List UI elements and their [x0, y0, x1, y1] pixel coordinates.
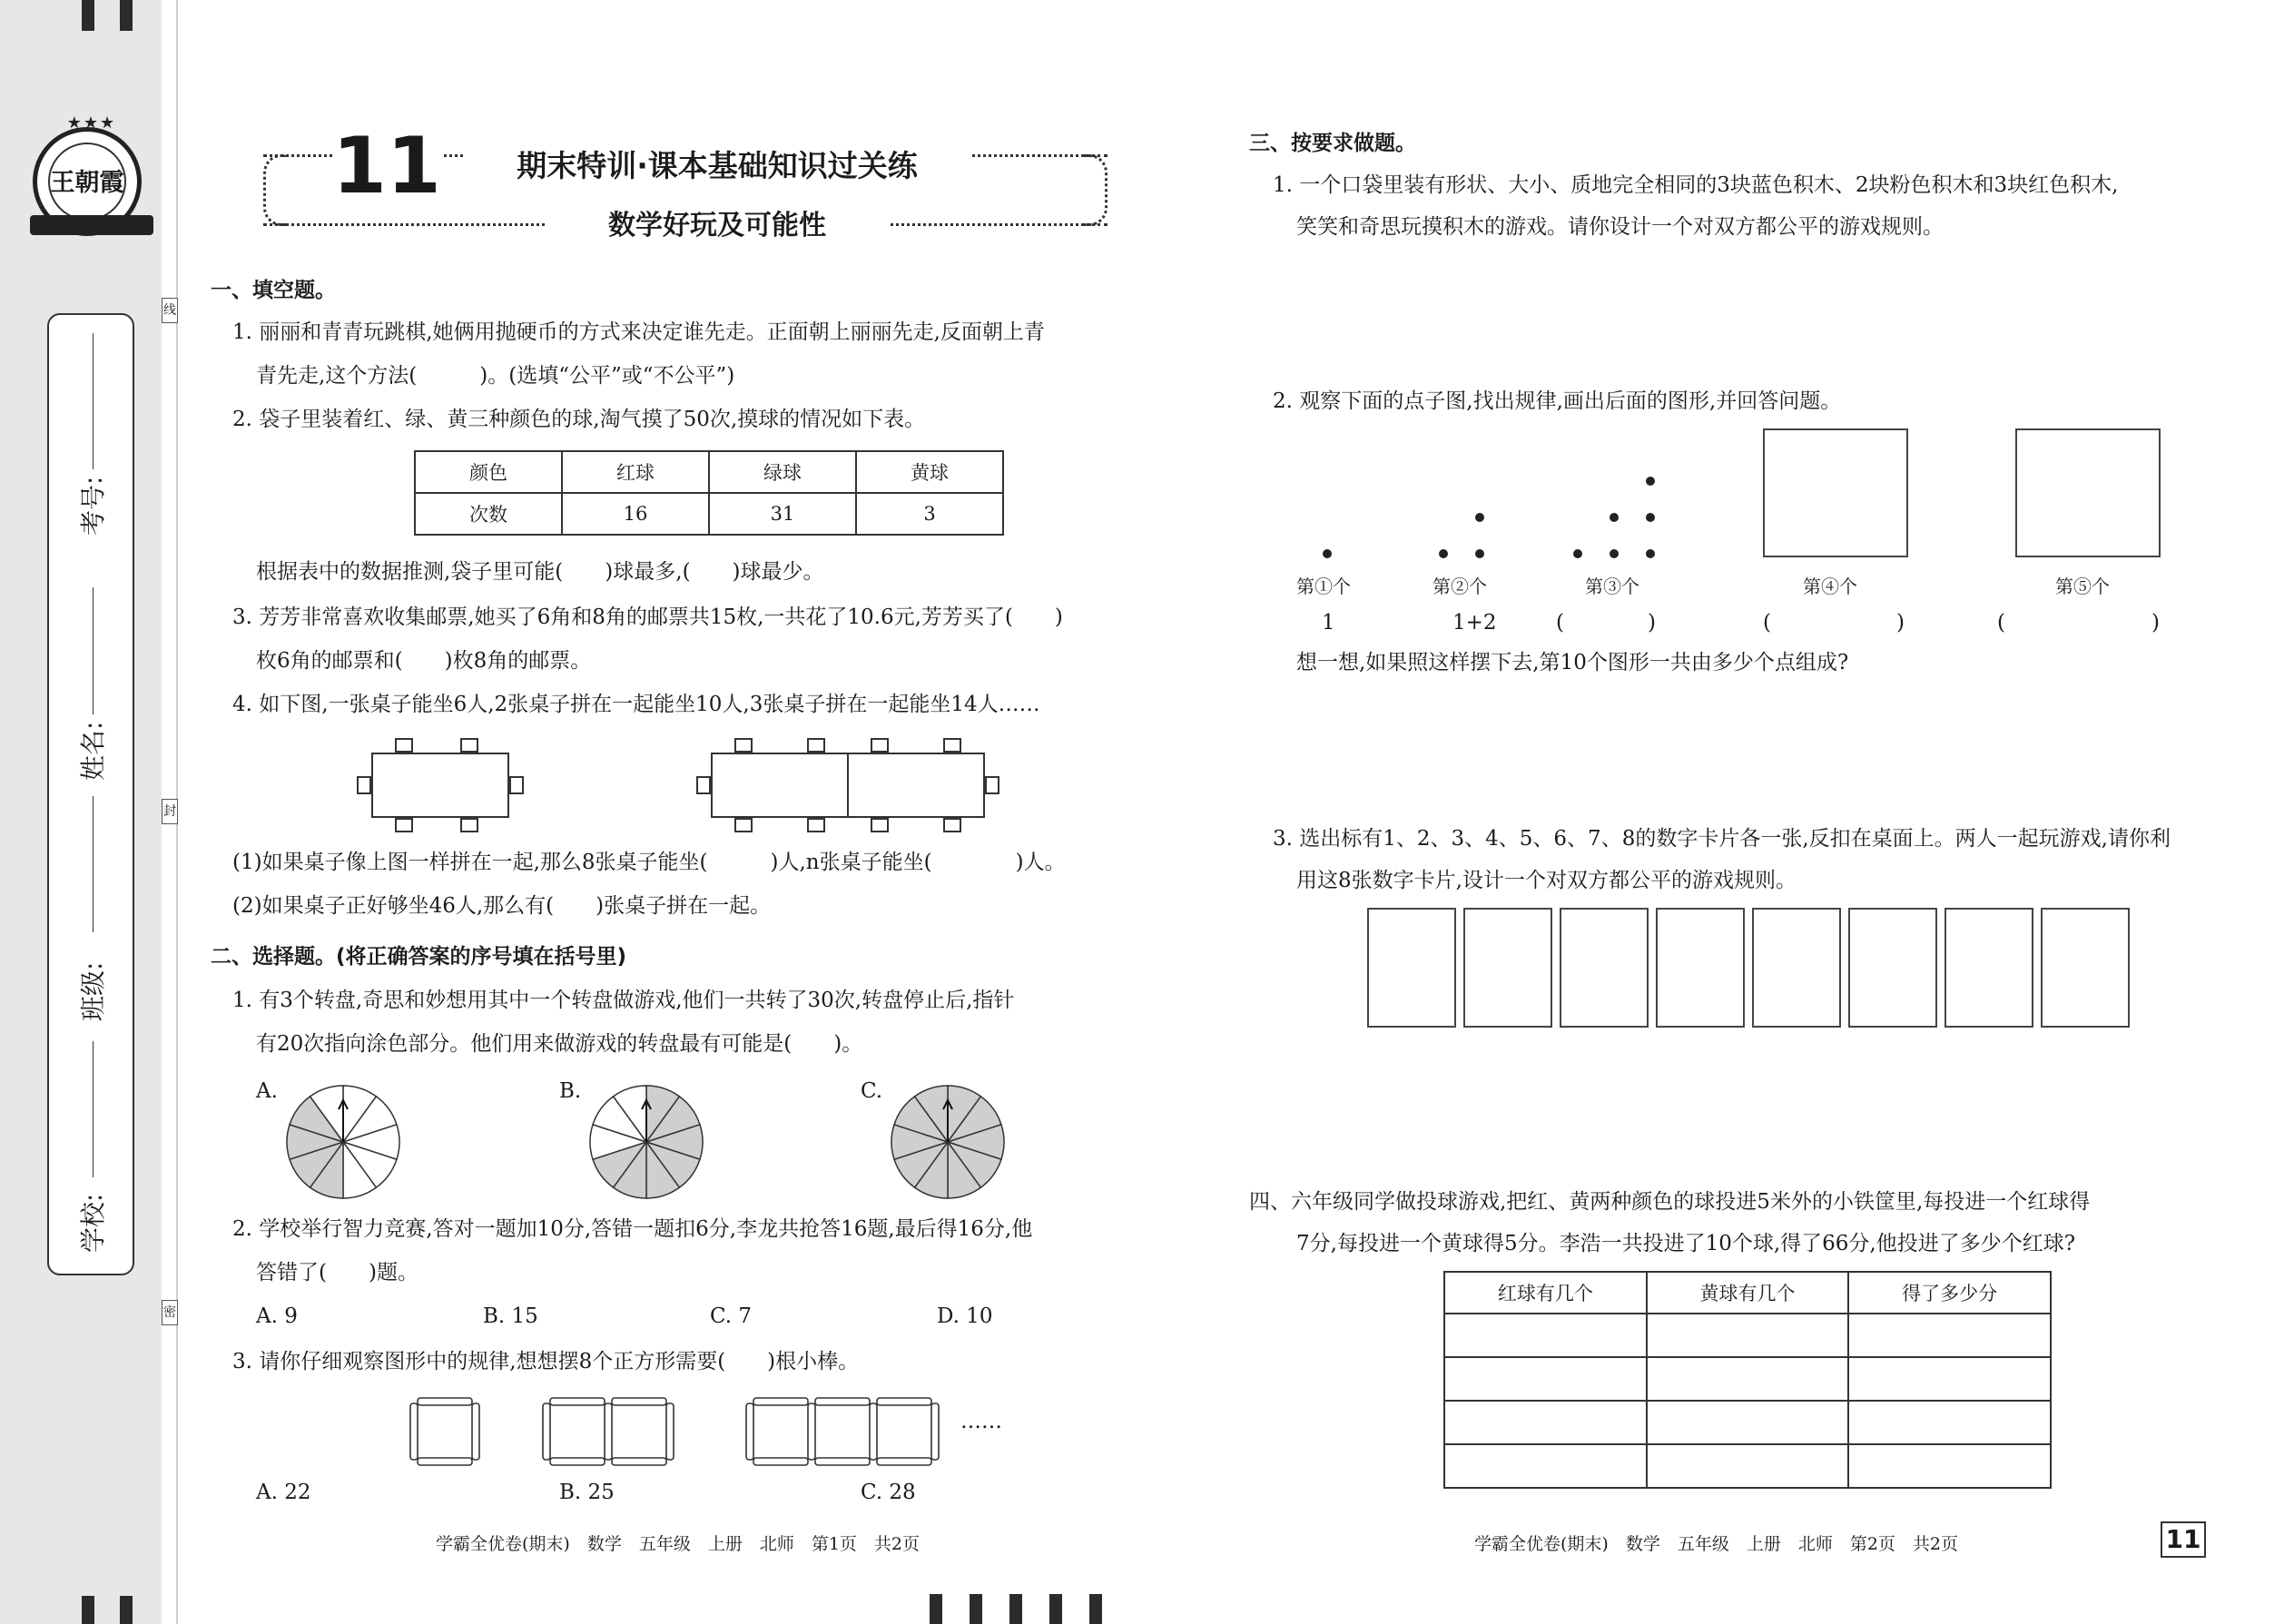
header-frame-left	[263, 154, 287, 226]
answer-cell[interactable]	[1647, 1357, 1849, 1401]
registration-mark	[120, 0, 133, 31]
table-header-cell: 红球有几个	[1444, 1272, 1647, 1314]
spinner-b	[585, 1080, 708, 1204]
dot	[1610, 549, 1619, 558]
s2-q3-option-b: B. 25	[559, 1481, 615, 1504]
table-seating-diagram	[354, 735, 1008, 835]
dot	[1475, 549, 1484, 558]
number-card[interactable]	[1560, 908, 1649, 1028]
s2-q3-option-c: C. 28	[861, 1481, 916, 1504]
dot-caption-3: 第③个	[1585, 576, 1639, 597]
table-header-cell: 黄球	[856, 451, 1003, 493]
spinner-option-b-label: B.	[559, 1079, 582, 1103]
answer-cell[interactable]	[1848, 1357, 2051, 1401]
dot	[1323, 549, 1332, 558]
matchstick-pattern	[409, 1396, 971, 1469]
s1-q1-line2: 青先走,这个方法( )。(选填“公平”或“不公平”)	[256, 364, 735, 388]
dot-count-2: 1+2	[1452, 611, 1497, 635]
section1-heading: 一、填空题。	[211, 279, 336, 302]
answer-cell[interactable]	[1444, 1444, 1647, 1488]
ball-score-table	[1443, 1271, 2052, 1489]
table-cell: 次数	[415, 493, 562, 535]
s2-q3-line1: 3. 请你仔细观察图形中的规律,想想摆8个正方形需要( )根小棒。	[232, 1350, 860, 1373]
spinner-option-a-label: A.	[256, 1079, 278, 1103]
dot-caption-1: 第①个	[1296, 576, 1351, 597]
s3-q1-line1: 1. 一个口袋里装有形状、大小、质地完全相同的3块蓝色积木、2块粉色积木和3块红色积木,	[1273, 173, 2119, 197]
table-single	[372, 753, 508, 817]
registration-mark	[1049, 1594, 1062, 1624]
logo-ribbon	[30, 215, 153, 235]
dot-patterns	[1289, 463, 1670, 563]
s1-q4-part1: (1)如果桌子像上图一样拼在一起,那么8张桌子能坐( )人,n张桌子能坐( )人。	[232, 851, 1066, 874]
dot	[1646, 477, 1655, 486]
class-label: 班级:	[78, 961, 108, 1021]
section3-heading: 三、按要求做题。	[1249, 132, 1416, 155]
s1-q3-line2: 枚6角的邮票和( )枚8角的邮票。	[256, 649, 592, 673]
table-header-cell: 红球	[562, 451, 709, 493]
exam-number-line[interactable]	[93, 333, 94, 469]
section2-heading: 二、选择题。(将正确答案的序号填在括号里)	[211, 945, 627, 969]
name-line-lower[interactable]	[93, 796, 94, 932]
s1-q1-line1: 1. 丽丽和青青玩跳棋,她俩用抛硬币的方式来决定谁先走。正面朝上丽丽先走,反面朝上青	[232, 320, 1045, 344]
answer-cell[interactable]	[1444, 1357, 1647, 1401]
class-line[interactable]	[93, 1041, 94, 1177]
s2-q2-option-a: A. 9	[256, 1304, 298, 1328]
dot	[1646, 549, 1655, 558]
logo-text: 王朝霞	[48, 143, 126, 221]
s4-line1: 四、六年级同学做投球游戏,把红、黄两种颜色的球投进5米外的小铁筐里,每投进一个红球得	[1249, 1190, 2091, 1214]
s1-q4-part2: (2)如果桌子正好够坐46人,那么有( )张桌子拼在一起。	[232, 894, 772, 918]
s1-q2-line2: 根据表中的数据推测,袋子里可能( )球最多,( )球最少。	[256, 560, 824, 584]
header-frame-right	[1084, 154, 1108, 226]
s1-q2-line1: 2. 袋子里装着红、绿、黄三种颜色的球,淘气摸了50次,摸球的情况如下表。	[232, 408, 926, 431]
s1-q3-line1: 3. 芳芳非常喜欢收集邮票,她买了6角和8角的邮票共15枚,一共花了10.6元,芳芳买了( )	[232, 605, 1063, 629]
answer-cell[interactable]	[1848, 1314, 2051, 1357]
answer-cell[interactable]	[1647, 1401, 1849, 1444]
draw-box-5[interactable]	[2015, 428, 2161, 557]
dot-count-4[interactable]: ( )	[1763, 611, 1905, 635]
number-card[interactable]	[2041, 908, 2130, 1028]
registration-mark	[970, 1594, 982, 1624]
s2-q2-option-d: D. 10	[937, 1304, 993, 1328]
spinner-a	[281, 1080, 405, 1204]
ball-table	[414, 450, 1004, 536]
number-card[interactable]	[1848, 908, 1937, 1028]
dot-caption-5: 第⑤个	[2055, 576, 2110, 597]
student-info-box	[47, 313, 134, 1275]
table-header-cell: 黄球有几个	[1647, 1272, 1849, 1314]
cut-mark-line: 线	[162, 298, 178, 323]
dot-caption-2: 第②个	[1433, 576, 1487, 597]
registration-mark	[930, 1594, 942, 1624]
answer-cell[interactable]	[1444, 1401, 1647, 1444]
number-card[interactable]	[1367, 908, 1456, 1028]
s2-q2-option-b: B. 15	[483, 1304, 538, 1328]
table-cell: 3	[856, 493, 1003, 535]
matchstick-ellipsis: ……	[960, 1410, 1002, 1433]
answer-cell[interactable]	[1848, 1444, 2051, 1488]
page-number: 11	[2161, 1521, 2206, 1558]
answer-cell[interactable]	[1647, 1444, 1849, 1488]
registration-mark	[82, 0, 94, 31]
table-double-right	[848, 753, 984, 817]
answer-cell[interactable]	[1444, 1314, 1647, 1357]
dot-count-1: 1	[1322, 611, 1335, 635]
s2-q1-line2: 有20次指向涂色部分。他们用来做游戏的转盘最有可能是( )。	[256, 1032, 863, 1056]
page-title: 期末特训·课本基础知识过关练	[463, 143, 971, 189]
s4-line2: 7分,每投进一个黄球得5分。李浩一共投进了10个球,得了66分,他投进了多少个红球?	[1296, 1232, 2076, 1255]
s2-q2-line1: 2. 学校举行智力竞赛,答对一题加10分,答错一题扣6分,李龙共抢答16题,最后得16分,他	[232, 1217, 1033, 1241]
footer-left: 学霸全优卷(期末) 数学 五年级 上册 北师 第1页 共2页	[436, 1534, 921, 1554]
page-subtitle: 数学好玩及可能性	[545, 205, 890, 247]
s3-q2-line1: 2. 观察下面的点子图,找出规律,画出后面的图形,并回答问题。	[1273, 389, 1842, 413]
dot-caption-4: 第④个	[1803, 576, 1857, 597]
s3-q1-line2: 笑笑和奇思玩摸积木的游戏。请你设计一个对双方都公平的游戏规则。	[1296, 215, 1944, 239]
s2-q3-option-a: A. 22	[256, 1481, 311, 1504]
s3-q3-line2: 用这8张数字卡片,设计一个对双方都公平的游戏规则。	[1296, 869, 1797, 892]
school-label: 学校:	[78, 1193, 108, 1253]
number-card[interactable]	[1944, 908, 2033, 1028]
registration-mark	[1009, 1594, 1022, 1624]
dot	[1646, 513, 1655, 522]
registration-mark	[120, 1596, 133, 1624]
s1-q4-line1: 4. 如下图,一张桌子能坐6人,2张桌子拼在一起能坐10人,3张桌子拼在一起能坐14人……	[232, 693, 1040, 716]
cut-mark-seal: 封	[162, 799, 178, 824]
table-header-cell: 得了多少分	[1848, 1272, 2051, 1314]
dot	[1475, 513, 1484, 522]
table-header-cell: 颜色	[415, 451, 562, 493]
table-cell: 31	[709, 493, 856, 535]
dot	[1439, 549, 1448, 558]
s3-q2-line2: 想一想,如果照这样摆下去,第10个图形一共由多少个点组成?	[1296, 651, 1849, 674]
s2-q1-line1: 1. 有3个转盘,奇思和妙想用其中一个转盘做游戏,他们一共转了30次,转盘停止后,指针	[232, 989, 1015, 1012]
answer-cell[interactable]	[1647, 1314, 1849, 1357]
number-card[interactable]	[1752, 908, 1841, 1028]
s2-q2-line2: 答错了( )题。	[256, 1261, 418, 1284]
spinner-c	[886, 1080, 1009, 1204]
table-double-left	[712, 753, 848, 817]
name-line[interactable]	[93, 587, 94, 714]
registration-mark	[1089, 1594, 1102, 1624]
dot	[1573, 549, 1582, 558]
crown-icon: ★★★	[66, 113, 117, 133]
exam-number-label: 考号:	[78, 476, 108, 536]
answer-cell[interactable]	[1848, 1401, 2051, 1444]
dot-count-3[interactable]: ( )	[1556, 611, 1656, 635]
registration-mark	[82, 1596, 94, 1624]
footer-right: 学霸全优卷(期末) 数学 五年级 上册 北师 第2页 共2页	[1474, 1534, 1959, 1554]
number-card[interactable]	[1463, 908, 1552, 1028]
draw-box-4[interactable]	[1763, 428, 1908, 557]
dot	[1610, 513, 1619, 522]
spinner-option-c-label: C.	[861, 1079, 883, 1103]
dot-count-5[interactable]: ( )	[1997, 611, 2160, 635]
cut-mark-secret: 密	[162, 1300, 178, 1325]
name-label: 姓名:	[78, 721, 108, 781]
table-header-cell: 绿球	[709, 451, 856, 493]
table-cell: 16	[562, 493, 709, 535]
s2-q2-option-c: C. 7	[710, 1304, 753, 1328]
s3-q3-line1: 3. 选出标有1、2、3、4、5、6、7、8的数字卡片各一张,反扣在桌面上。两人一起玩游戏,请你利	[1273, 827, 2171, 851]
unit-number: 11	[332, 116, 441, 216]
publisher-logo	[33, 113, 142, 236]
number-card[interactable]	[1656, 908, 1745, 1028]
